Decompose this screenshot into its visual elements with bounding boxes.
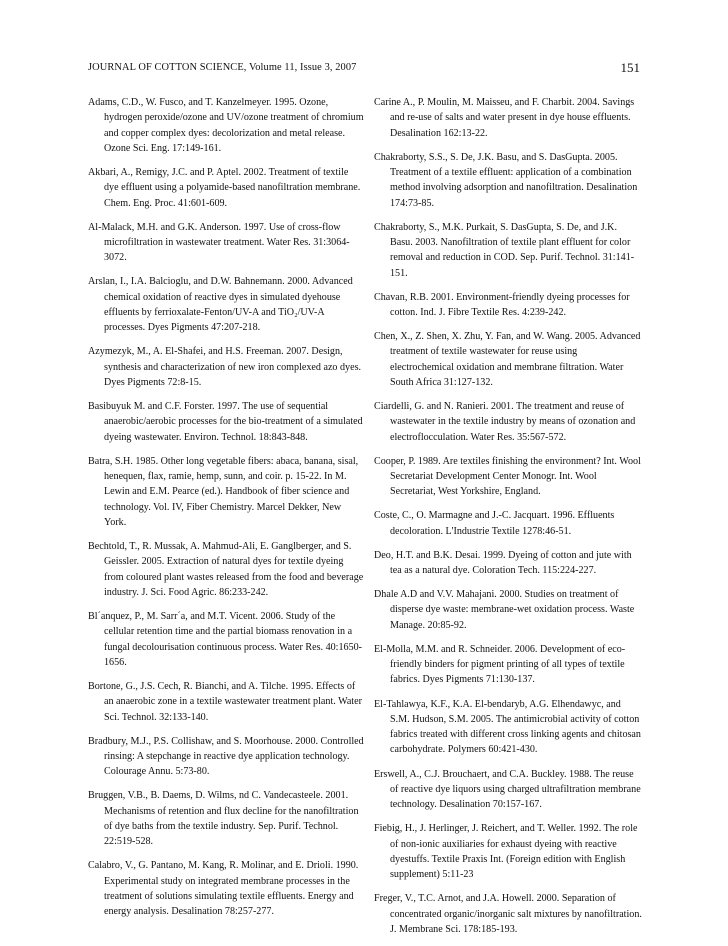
left-column xyxy=(88,95,364,928)
reference-entry: Coste, C., O. Marmagne and J.-C. Jacquart. 1996. Effluents decoloration. L'Industrie Textile 1278:46-51. xyxy=(374,510,615,537)
reference-entry: Dhale A.D and V.V. Mahajani. 2000. Studies on treatment of disperse dye waste: membrane-wet oxidation process. Waste Manage. 20:85-92. xyxy=(374,589,635,631)
reference-entry: Bechtold, T., R. Mussak, A. Mahmud-Ali, E. Ganglberger, and S. Geissler. 2005. Extraction of natural dyes for textile dyeing from coloured plant wastes released from the food and beverage industry. J. Sci. Food Agric. 86:233-242. xyxy=(88,541,364,598)
reference-entry: Al-Malack, M.H. and G.K. Anderson. 1997. Use of cross-flow microfiltration in wastewater treatment. Water Res. 31:3064-3072. xyxy=(88,221,350,264)
right-column xyxy=(374,95,642,946)
reference-entry: Ciardelli, G. and N. Ranieri. 2001. The treatment and reuse of wastewater in the textile industry by means of ozonation and electroflocculation. Water Res. 35:567-572. xyxy=(374,401,636,443)
running-header xyxy=(88,62,640,82)
reference-entry: Bradbury, M.J., P.S. Collishaw, and S. Moorhouse. 2000. Controlled rinsing: A stepchange in reactive dye application technology. Colourage Annu. 5:73-80. xyxy=(88,735,364,778)
reference-entry: El-Molla, M.M. and R. Schneider. 2006. Development of eco-friendly binders for pigment printing of all types of textile fabrics. Dyes Pigments 71:130-137. xyxy=(374,643,626,686)
reference-entry: Chakraborty, S.S., S. De, J.K. Basu, and S. DasGupta. 2005. Treatment of a textile effluent: application of a combination method involving adsorption and nanofiltration. Desalination 174:73-85. xyxy=(374,151,638,209)
reference-entry: Adams, C.D., W. Fusco, and T. Kanzelmeyer. 1995. Ozone, hydrogen peroxide/ozone and UV/ozone treatment of chromium and copper complex dyes: decolorization and metal release. Ozone Sci. Eng. 17:149-161. xyxy=(88,97,364,154)
reference-entry: Freger, V., T.C. Arnot, and J.A. Howell. 2000. Separation of concentrated organic/inorganic salt mixtures by nanofiltration. J. Membrane Sci. 178:185-193. xyxy=(374,893,642,935)
reference-entry: Bortone, G., J.S. Cech, R. Bianchi, and A. Tilche. 1995. Effects of an anaerobic zone in a textile wastewater treatment plant. Water Sci. Technol. 32:133-140. xyxy=(88,680,362,723)
reference-entry: Deo, H.T. and B.K. Desai. 1999. Dyeing of cotton and jute with tea as a natural dye. Coloration Tech. 115:224-227. xyxy=(374,549,632,577)
reference-entry: Akbari, A., Remigy, J.C. and P. Aptel. 2002. Treatment of textile dye effluent using a polyamide-based nanofiltration membrane. Chem. Eng. Proc. 41:601-609. xyxy=(88,166,361,209)
reference-entry: Azymezyk, M., A. El-Shafei, and H.S. Freeman. 2007. Design, synthesis and characterization of new iron complexed azo dyes. Dyes Pigments 72:8-15. xyxy=(88,346,362,388)
reference-entry: Bruggen, V.B., B. Daems, D. Wilms, nd C. Vandecasteele. 2001. Mechanisms of retention and flux decline for the nanofiltration of dye baths from the textile industry. Sep. Purif. Technol. 22:519-528. xyxy=(88,790,359,848)
reference-entry: Calabro, V., G. Pantano, M. Kang, R. Molinar, and E. Drioli. 1990. Experimental study on integrated membrane processes in the treatment of solutions simulating textile effluents. Energy and energy analysis. Desalination 78:257-277. xyxy=(88,860,359,918)
journal-title: JOURNAL OF COTTON SCIENCE, Volume 11, Issue 3, 2007 xyxy=(88,62,357,73)
reference-entry: Bl´anquez, P., M. Sarr´a, and M.T. Vicent. 2006. Study of the cellular retention time and the partial biomass renovation in a fungal decolourisation continuous process. Water Res. 40:1650-1656. xyxy=(88,610,363,668)
reference-entry: Chavan, R.B. 2001. Environment-friendly dyeing processes for cotton. Ind. J. Fibre Textile Res. 4:239-242. xyxy=(374,291,630,318)
reference-entry: Erswell, A., C.J. Brouchaert, and C.A. Buckley. 1988. The reuse of reactive dye liquors using charged ultrafiltration membrane technology. Desalination 70:157-167. xyxy=(374,768,641,811)
reference-entry: Chen, X., Z. Shen, X. Zhu, Y. Fan, and W. Wang. 2005. Advanced treatment of textile wastewater for reuse using electrochemical oxidation and membrane filtration. Water South Africa 31:127-132. xyxy=(374,331,641,388)
reference-entry: El-Tahlawya, K.F., K.A. El-bendaryb, A.G. Elhendawyc, and S.M. Hudson, S.M. 2005. The antimicrobial activity of cotton fabrics treated with different cross linking agents and chitosan carbohydrate. Polymers 60:421-430. xyxy=(374,698,641,756)
reference-entry: Arslan, I., I.A. Balcioglu, and D.W. Bahnemann. 2000. Advanced chemical oxidation of reactive dyes in simulated dyehouse effluents by ferrioxalate-Fenton/UV-A and TiO₂/UV-A processes. Dyes Pigments 47:207-218. xyxy=(88,276,353,334)
page-number: 151 xyxy=(620,60,640,75)
reference-entry: Carine A., P. Moulin, M. Maisseu, and F. Charbit. 2004. Savings and re-use of salts and water present in dye house effluents. Desalination 162:13-22. xyxy=(374,97,635,139)
reference-entry: Chakraborty, S., M.K. Purkait, S. DasGupta, S. De, and J.K. Basu. 2003. Nanofiltration of textile plant effluent for color removal and reduction in COD. Sep. Purif. Technol. 31:141-151. xyxy=(374,221,635,279)
reference-entry: Cooper, P. 1989. Are textiles finishing the environment? Int. Wool Secretariat Development Center Monogr. Int. Wool Secretariat, West Yorkshire, England. xyxy=(374,455,641,498)
reference-entry: Basibuyuk M. and C.F. Forster. 1997. The use of sequential anaerobic/aerobic processes for the bio-treatment of a simulated dyeing wastewater. Environ. Technol. 18:843-848. xyxy=(88,401,363,443)
reference-entry: Fiebig, H., J. Herlinger, J. Reichert, and T. Weller. 1992. The role of non-ionic auxiliaries for exhaust dyeing with reactive dyestuffs. Textile Praxis Int. (Foreign edition with English supplement) 5:11-23 xyxy=(374,823,638,881)
reference-entry: Batra, S.H. 1985. Other long vegetable fibers: abaca, banana, sisal, henequen, flax, ramie, hemp, sunn, and coir. p. 15-22. In M. Lewin and E.M. Pearce (ed.). Handbook of fiber science and technology. Vol. IV, Fiber Chemistry. Marcel Dekker, New York. xyxy=(88,455,359,528)
